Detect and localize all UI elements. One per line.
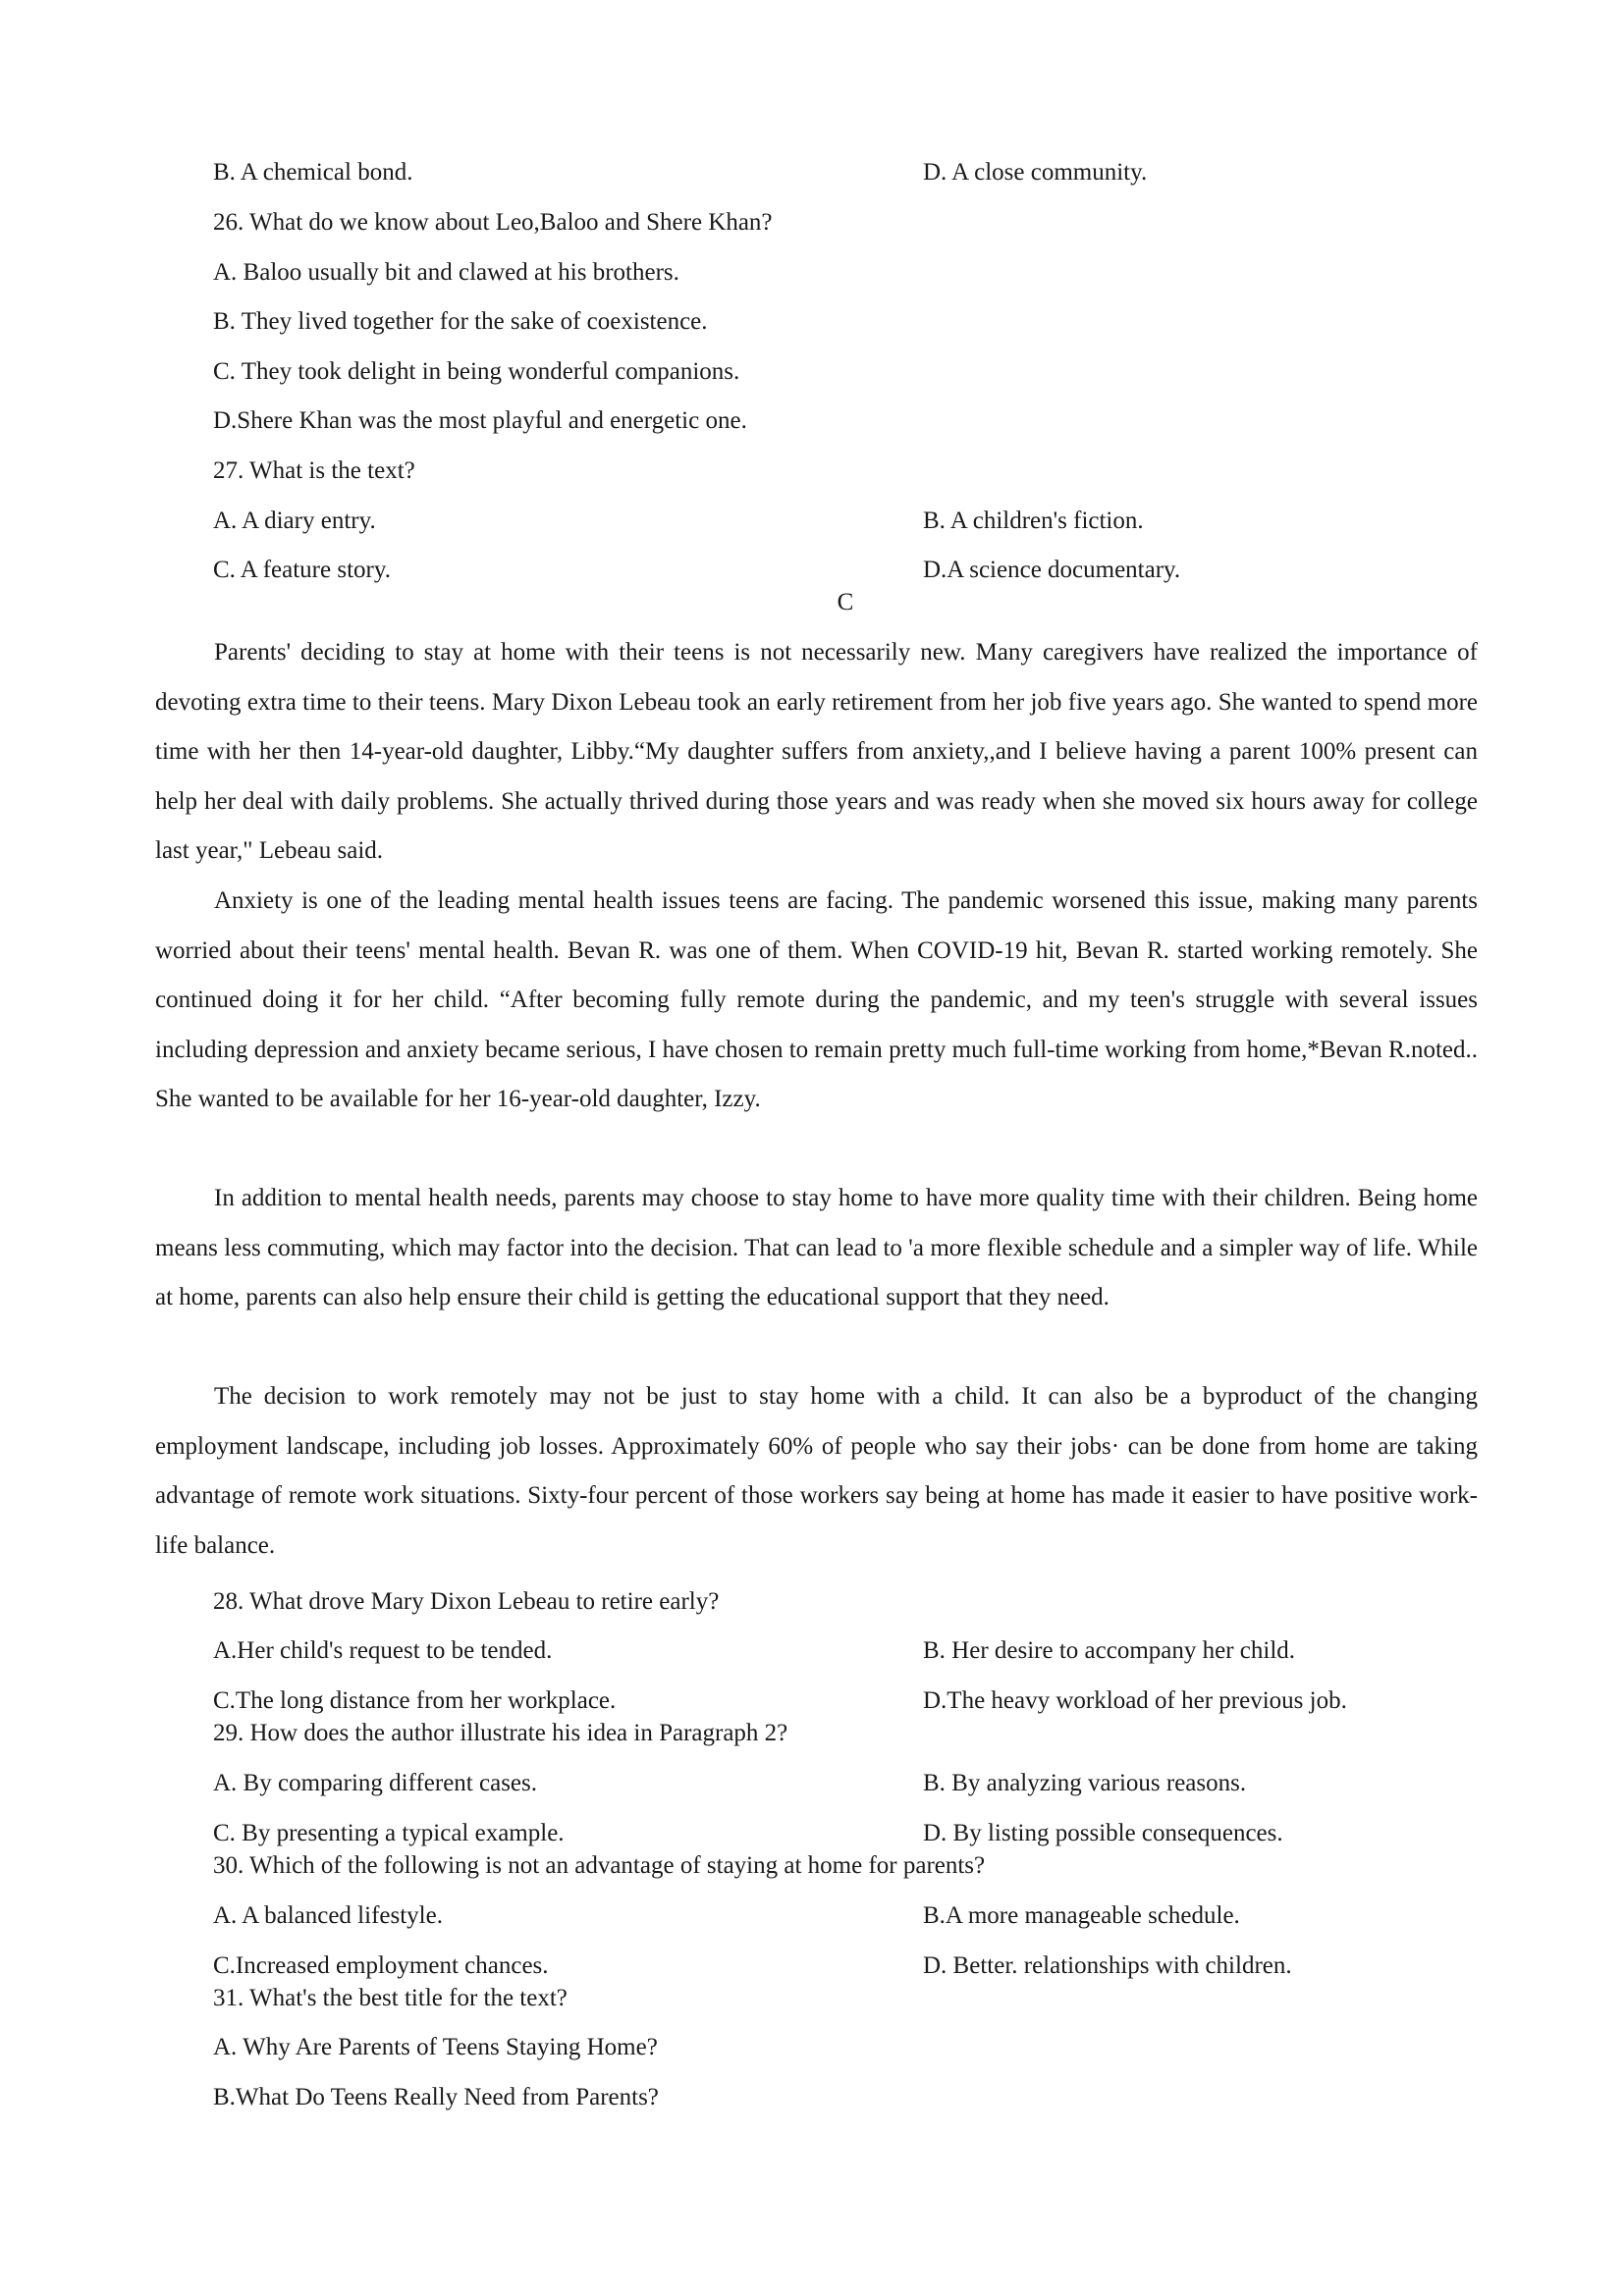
passage-paragraph-3: In addition to mental health needs, parents may choose to stay home to have more quality time with their children. Being home means less commuting, which may factor into the decision. That can lead to 'a more flexible schedule and a simpler way of life. While at home, parents can also help ensure their child is getting the educational support that they need.: [155, 1185, 1478, 1310]
q30-question: 30. Which of the following is not an advantage of staying at home for parents?: [213, 1852, 986, 1879]
q27-option-d: D.A science documentary.: [923, 557, 1181, 583]
q29-option-d: D. By listing possible consequences.: [923, 1820, 1283, 1846]
q26-option-c: C. They took delight in being wonderful companions.: [213, 358, 740, 385]
q26-option-a: A. Baloo usually bit and clawed at his brothers.: [213, 259, 679, 286]
q30-option-b: B.A more manageable schedule.: [923, 1902, 1240, 1929]
passage-paragraph-1: Parents' deciding to stay at home with their teens is not necessarily new. Many caregivers have realized the importance of devoting extra time to their teens. Mary Dixon Lebeau took an early retirement from her job five years ago. She wanted to spend more time with her then 14-year-old daughter, Libby.“My daughter suffers from anxiety,,and I believe having a parent 100% present can help her deal with daily problems. She actually thrived during those years and was ready when she moved six hours away for college last year," Lebeau said.: [155, 639, 1478, 864]
q27-option-a: A. A diary entry.: [213, 507, 376, 534]
passage-paragraph-2: Anxiety is one of the leading mental health issues teens are facing. The pandemic worsened this issue, making many parents worried about their teens' mental health. Bevan R. was one of them. When COVID-19 hit, Bevan R. started working remotely. She continued doing it for her child. “After becoming fully remote during the pandemic, and my teen's struggle with several issues including depression and anxiety became serious, I have chosen to remain pretty much full-time working from home,*Bevan R.noted.. She wanted to be available for her 16-year-old daughter, Izzy.: [155, 887, 1478, 1112]
q27-option-b: B. A children's fiction.: [923, 507, 1144, 534]
q29-option-c: C. By presenting a typical example.: [213, 1820, 565, 1846]
q27-option-c: C. A feature story.: [213, 557, 391, 583]
q26-question: 26. What do we know about Leo,Baloo and Shere Khan?: [213, 209, 773, 236]
q26-option-d: D.Shere Khan was the most playful and energetic one.: [213, 407, 747, 434]
section-heading: C: [837, 589, 854, 615]
q26-option-b: B. They lived together for the sake of coexistence.: [213, 308, 708, 335]
q30-option-c: C.Increased employment chances.: [213, 1952, 549, 1979]
q28-option-b: B. Her desire to accompany her child.: [923, 1637, 1296, 1664]
q28-option-d: D.The heavy workload of her previous job.: [923, 1687, 1347, 1714]
q31-question: 31. What's the best title for the text?: [213, 1985, 568, 2011]
q27-question: 27. What is the text?: [213, 457, 415, 484]
passage-paragraph-4: The decision to work remotely may not be just to stay home with a child. It can also be a byproduct of the changing employment landscape, including job losses. Approximately 60% of people who say their jobs· can be done from home are taking advantage of remote work situations. Sixty-four percent of those workers say being at home has made it easier to have positive work-life balance.: [155, 1383, 1478, 1559]
q28-option-c: C.The long distance from her workplace.: [213, 1687, 617, 1714]
q29-question: 29. How does the author illustrate his idea in Paragraph 2?: [213, 1720, 788, 1746]
q29-option-b: B. By analyzing various reasons.: [923, 1770, 1247, 1796]
q25-option-d: D. A close community.: [923, 159, 1148, 186]
q31-option-a: A. Why Are Parents of Teens Staying Home?: [213, 2034, 658, 2060]
q31-option-b: B.What Do Teens Really Need from Parents?: [213, 2084, 659, 2110]
q30-option-d: D. Better. relationships with children.: [923, 1952, 1292, 1979]
q28-question: 28. What drove Mary Dixon Lebeau to retire early?: [213, 1588, 720, 1615]
q29-option-a: A. By comparing different cases.: [213, 1770, 537, 1796]
q25-option-b: B. A chemical bond.: [213, 159, 413, 186]
q30-option-a: A. A balanced lifestyle.: [213, 1902, 443, 1929]
q28-option-a: A.Her child's request to be tended.: [213, 1637, 553, 1664]
